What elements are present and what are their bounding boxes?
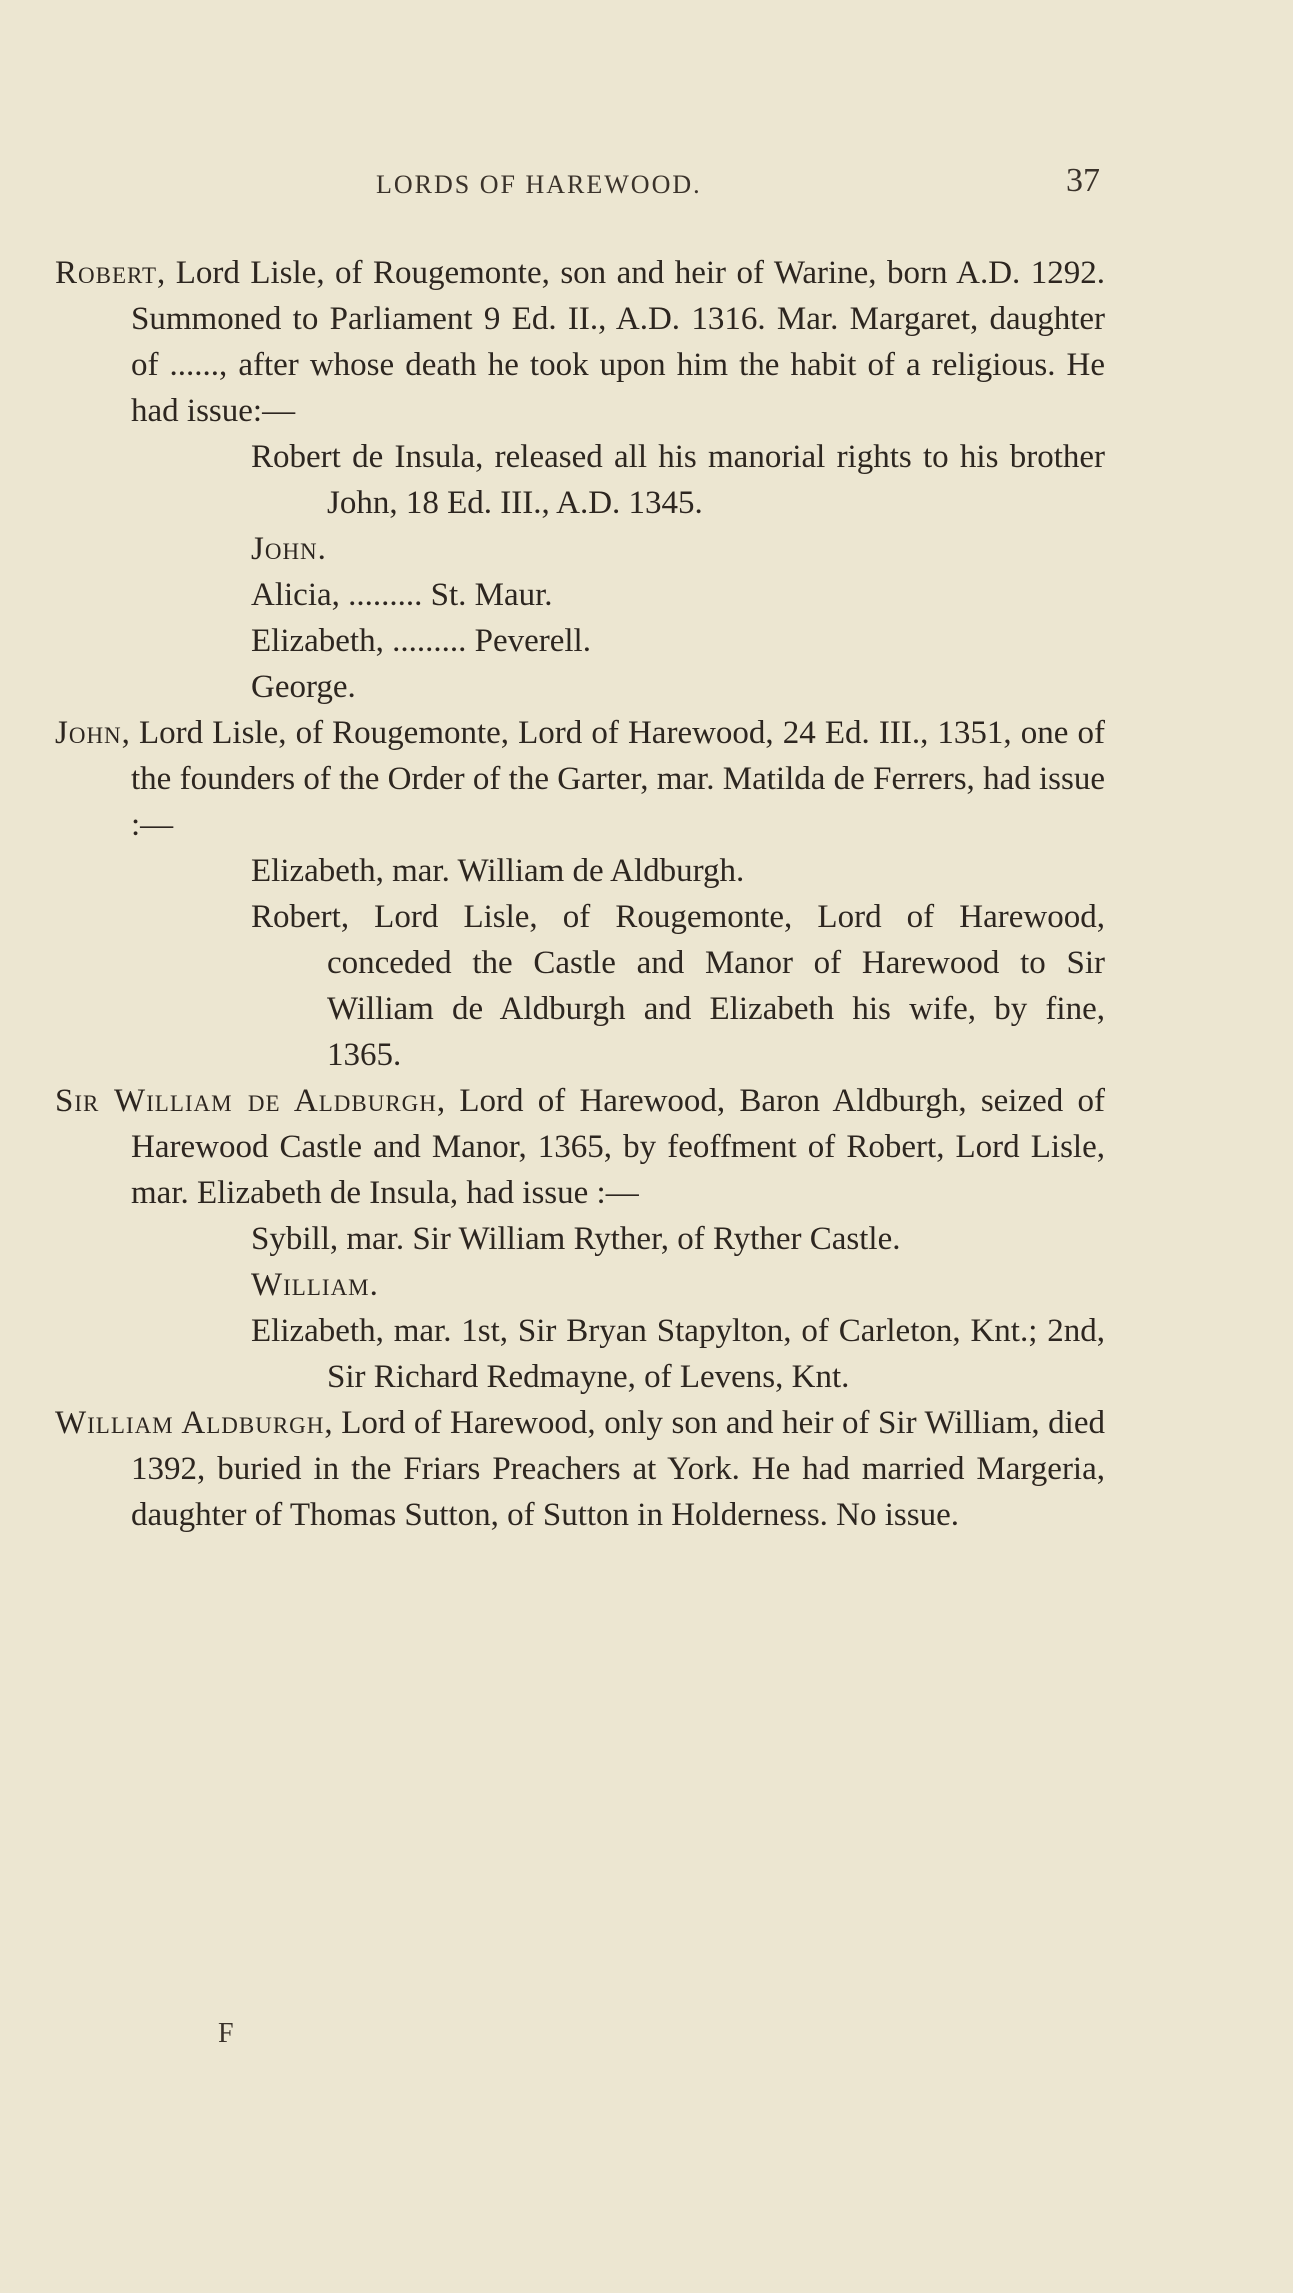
page-header [376,160,1100,210]
issue-text: Elizabeth, ......... Peverell. [251,623,591,659]
issue-sybill [55,1216,1105,1262]
issue-john [55,526,1105,572]
entry-name: William Aldburgh [55,1405,325,1441]
issue-george [55,664,1105,710]
entry-name: John [55,715,122,751]
issue-name: William. [251,1267,379,1303]
issue-elizabeth [55,618,1105,664]
entry-sir-william-de-aldburgh [55,1078,1105,1216]
entry-john-lord-lisle [55,710,1105,848]
entry-text: , Lord of Harewood, Baron Aldburgh, seized of Harewood Castle and Manor, 1365, by feoffment of Robert, Lord Lisle, mar. Elizabeth de Insula, had issue :— [131,1083,1105,1211]
entry-text: , Lord of Harewood, only son and heir of Sir William, died 1392, buried in the Friars Preachers at York. He had married Margeria, daughter of Thomas Sutton, of Sutton in Holderness. No issue. [131,1405,1105,1533]
issue-robert-lord-lisle [55,894,1105,1078]
issue-text: Elizabeth, mar. William de Aldburgh. [251,853,745,889]
entry-robert-lord-lisle [55,250,1105,434]
signature-mark: F [218,2018,234,2049]
page-number: 37 [1066,162,1100,199]
issue-name: John. [251,531,327,567]
issue-text: Sybill, mar. Sir William Ryther, of Ryther Castle. [251,1221,901,1257]
genealogy-text [55,250,1105,1538]
entry-text: , Lord Lisle, of Rougemonte, Lord of Harewood, 24 Ed. III., 1351, one of the founders of the Order of the Garter, mar. Matilda de Ferrers, had issue :— [121,715,1105,843]
running-title: LORDS OF HAREWOOD. [376,170,702,199]
entry-name: Sir William de Aldburgh [55,1083,437,1119]
issue-elizabeth-aldburgh [55,848,1105,894]
issue-text: George. [251,669,356,705]
issue-text: Alicia, ......... St. Maur. [251,577,553,613]
issue-text: Elizabeth, mar. 1st, Sir Bryan Stapylton, of Carleton, Knt.; 2nd, Sir Richard Redmayne, of Levens, Knt. [251,1313,1105,1395]
issue-text: Robert, Lord Lisle, of Rougemonte, Lord of Harewood, conceded the Castle and Manor of Harewood to Sir William de Aldburgh and Elizabeth his wife, by fine, 1365. [251,899,1105,1073]
issue-elizabeth-stapylton [55,1308,1105,1400]
entry-william-aldburgh [55,1400,1105,1538]
issue-william [55,1262,1105,1308]
entry-text: , Lord Lisle, of Rougemonte, son and heir of Warine, born A.D. 1292. Summoned to Parliament 9 Ed. II., A.D. 1316. Mar. Margaret, daughter of ......, after whose death he took upon him the habit of a religious. He had issue:— [131,255,1105,429]
issue-text: Robert de Insula, released all his manorial rights to his brother John, 18 Ed. III., A.D. 1345. [251,439,1105,521]
entry-name: Robert [55,255,158,291]
issue-robert-de-insula [55,434,1105,526]
issue-alicia [55,572,1105,618]
